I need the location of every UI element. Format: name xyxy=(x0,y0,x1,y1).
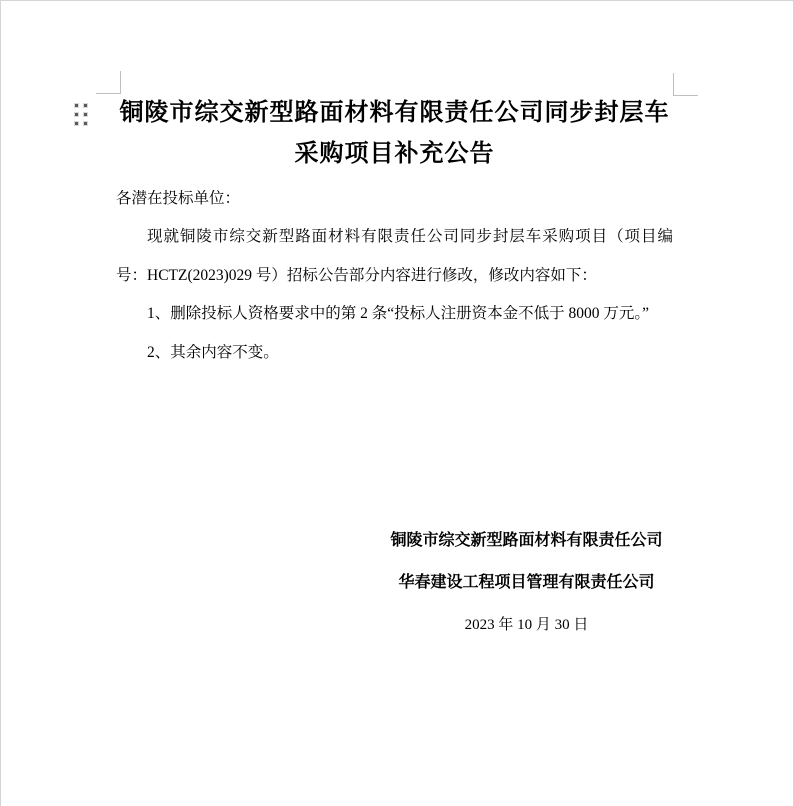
document-body xyxy=(116,180,673,372)
paragraph-intro: 现就铜陵市综交新型路面材料有限责任公司同步封层车采购项目（项目编号：HCTZ(2023)029 号）招标公告部分内容进行修改，修改内容如下： xyxy=(116,228,673,284)
signature-block xyxy=(380,520,673,646)
list-item-2: 2、其余内容不变。 xyxy=(147,343,279,361)
signature-company-1: 铜陵市综交新型路面材料有限责任公司 xyxy=(390,532,663,549)
title-line-2: 采购项目补充公告 xyxy=(294,140,495,167)
text-boundary-mark-top-left-icon xyxy=(96,71,121,94)
signature-date: 2023 年 10 月 30 日 xyxy=(464,617,589,633)
signature-company-2: 华春建设工程项目管理有限责任公司 xyxy=(398,574,655,591)
title-line-1: 铜陵市综交新型路面材料有限责任公司同步封层车 xyxy=(119,99,670,126)
list-item-1: 1、删除投标人资格要求中的第 2 条“投标人注册资本金不低于 8000 万元。” xyxy=(147,305,650,323)
text-boundary-mark-top-right-icon xyxy=(673,73,698,96)
salutation: 各潜在投标单位： xyxy=(116,190,241,207)
drag-handle-icon[interactable] xyxy=(75,104,90,128)
document-title xyxy=(116,92,673,174)
